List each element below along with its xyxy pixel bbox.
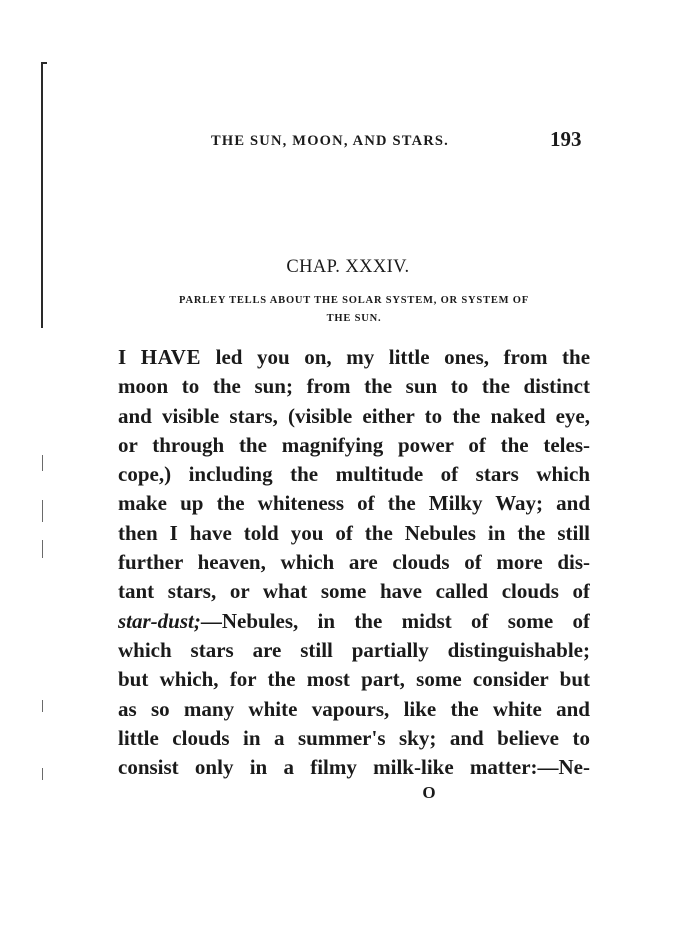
- chapter-subheading: [118, 292, 590, 328]
- drop-initial: I: [118, 345, 127, 369]
- body-line: and visible stars, (visible either to the naked eye,: [118, 403, 590, 428]
- chapter-subheading-line: THE SUN.: [326, 313, 382, 324]
- margin-rule-tick: [41, 62, 47, 64]
- body-line: cope,) including the multitude of stars which: [118, 462, 590, 487]
- body-line: consist only in a filmy milk-like matter:—Ne-: [118, 755, 590, 780]
- margin-fleck: [42, 540, 43, 558]
- body-line: make up the whiteness of the Milky Way; and: [118, 491, 590, 516]
- body-line-text: led you on, my little ones, from the: [215, 345, 590, 369]
- body-line: or through the magnifying power of the teles-: [118, 432, 590, 457]
- body-line: [118, 343, 590, 372]
- margin-rule: [41, 62, 43, 328]
- running-head: [0, 127, 696, 155]
- body-line: further heaven, which are clouds of more dis-: [118, 550, 590, 575]
- body-line-text: —Nebules, in the midst of some of: [200, 608, 590, 633]
- body-line: little clouds in a summer's sky; and believe to: [118, 725, 590, 750]
- signature-mark: O: [422, 783, 436, 802]
- smallcaps-word: HAVE: [140, 345, 202, 369]
- margin-fleck: [42, 500, 43, 522]
- body-line: tant stars, or what some have called clouds of: [118, 579, 590, 604]
- chapter-heading: CHAP. XXXIV.: [286, 257, 410, 277]
- body-line: as so many white vapours, like the white and: [118, 696, 590, 721]
- running-title: THE SUN, MOON, AND STARS.: [211, 133, 449, 149]
- body-line: but which, for the most part, some consider but: [118, 667, 590, 692]
- body-text: [118, 343, 590, 782]
- italic-phrase: star-dust;: [118, 608, 201, 633]
- chapter-subheading-line: PARLEY TELLS ABOUT THE SOLAR SYSTEM, OR SYSTEM OF: [179, 295, 529, 306]
- margin-fleck: [42, 455, 43, 471]
- body-line: then I have told you of the Nebules in the still: [118, 520, 590, 545]
- margin-fleck: [42, 768, 43, 780]
- body-line: [118, 607, 590, 636]
- margin-fleck: [42, 700, 43, 712]
- page-number: 193: [550, 127, 582, 151]
- body-line: which stars are still partially distinguishable;: [118, 637, 590, 662]
- body-line: moon to the sun; from the sun to the distinct: [118, 374, 590, 399]
